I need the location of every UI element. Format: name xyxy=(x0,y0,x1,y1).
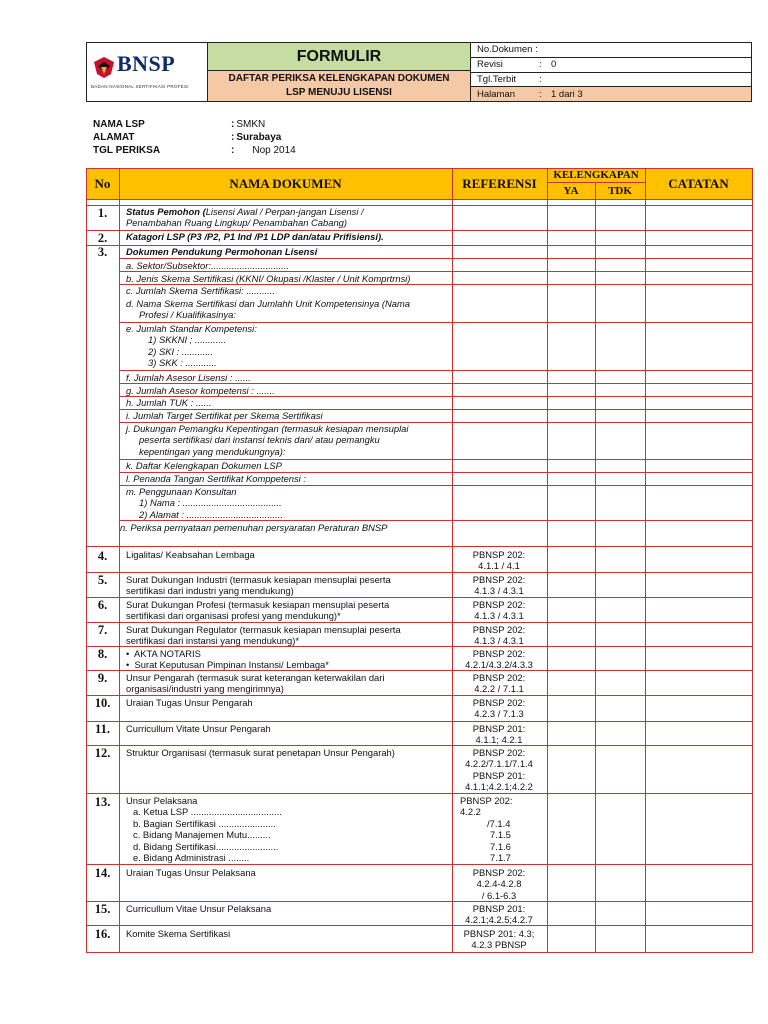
row-number: 12. xyxy=(94,746,111,760)
row-number: 4. xyxy=(97,549,108,563)
row-6-referensi xyxy=(457,599,541,622)
form-subtitle-line1: DAFTAR PERIKSA KELENGKAPAN DOKUMEN xyxy=(228,73,450,84)
row-7-text xyxy=(126,624,448,647)
form-subtitle-line2: LSP MENUJU LISENSI xyxy=(286,87,392,98)
row-7-line1: Surat Dukungan Regulator (termasuk kesiapan mensuplai peserta xyxy=(126,624,401,635)
row-13d-line: d. Bidang Sertifikasi........................ xyxy=(133,840,279,852)
col-header-tdk: TDK xyxy=(608,184,632,197)
row-1-lead: Status Pemohon ( xyxy=(126,206,206,217)
meta-row xyxy=(471,73,751,88)
row-8-akta: AKTA NOTARIS xyxy=(134,648,201,659)
grid-hline xyxy=(86,546,753,547)
meta-label: No.Dokumen : xyxy=(477,44,538,56)
grid-vline xyxy=(645,168,646,952)
ref-line: 4.1.3 / 4.3.1 xyxy=(474,585,524,597)
row-number: 15. xyxy=(94,902,111,916)
row-7-line2: sertifikasi dari instansi yang mendukung)* xyxy=(126,635,300,647)
row-13e-line: e. Bidang Administrasi ........ xyxy=(133,852,250,864)
row-3m-line: m. Penggunaan Konsultan xyxy=(126,486,237,497)
row-6-line1: Surat Dukungan Profesi (termasuk kesiapan mensuplai peserta xyxy=(126,599,390,610)
bnsp-logo-icon xyxy=(91,54,117,80)
row-13-line: Unsur Pelaksana xyxy=(126,795,198,806)
ref-line: PBNSP 201: xyxy=(472,769,526,781)
row-number: 1. xyxy=(97,206,108,220)
ref-line: PBNSP 202: xyxy=(472,648,526,659)
row-3e1-line: 1) SKKNI ; ............ xyxy=(148,334,227,346)
ref-line: /7.1.4 xyxy=(487,817,511,829)
row-12-referensi xyxy=(457,747,541,793)
meta-label: Tgl.Terbit xyxy=(477,73,517,85)
info-colon: : xyxy=(231,119,235,130)
row-9-line1: Unsur Pengarah (termasuk surat keterangan keterwakilan dari xyxy=(126,672,385,683)
grid-vline xyxy=(752,168,753,952)
grid-hline xyxy=(86,168,753,169)
row-3f-text: f. Jumlah Asesor Lisensi : ...... xyxy=(126,372,251,383)
row-number: 14. xyxy=(94,866,111,880)
row-3j-line3: kepentingan yang mendukungnya): xyxy=(139,445,286,457)
ref-line: PBNSP 201: xyxy=(472,903,526,914)
row-12-text: Struktur Organisasi (termasuk surat penetapan Unsur Pengarah) xyxy=(126,747,395,758)
row-9-text xyxy=(126,672,448,695)
ref-line: 4.2.1/4.3.2/4.3.3 xyxy=(465,659,533,671)
col-header-no: No xyxy=(94,175,111,191)
grid-hline xyxy=(86,199,753,200)
bullet-icon: • xyxy=(126,648,130,659)
ref-line: 4.2.2 / 7.1.1 xyxy=(474,683,524,695)
row-11-referensi xyxy=(457,723,541,746)
form-subtitle xyxy=(208,71,470,101)
ref-line: 4.1.3 / 4.3.1 xyxy=(474,635,524,647)
row-2-text: Katagori LSP (P3 /P2, P1 Ind /P1 LDP dan/atau Prifisiensi). xyxy=(126,231,384,242)
row-8-referensi xyxy=(457,648,541,671)
meta-label: Halaman xyxy=(477,88,516,100)
ref-line: PBNSP 202: xyxy=(472,599,526,610)
meta-value: 1 dari 3 xyxy=(551,88,583,100)
row-3e3-line: 3) SKK : ............ xyxy=(148,357,217,369)
row-16-text: Komite Skema Sertifikasi xyxy=(126,928,231,939)
row-number: 9. xyxy=(97,671,108,685)
document-header xyxy=(86,42,752,102)
row-13a-line: a. Ketua LSP ................................... xyxy=(133,806,282,818)
ref-line: PBNSP 202: xyxy=(472,549,526,560)
document-meta xyxy=(471,43,751,101)
row-8-item2 xyxy=(126,659,448,670)
ref-line: 4.2.1;4.2.5;4.2.7 xyxy=(465,914,533,926)
row-6-text xyxy=(126,599,448,622)
row-3c-text: c. Jumlah Skema Sertifikasi: ........... xyxy=(126,285,276,296)
ref-line: PBNSP 202: xyxy=(460,795,513,806)
col-header-ya: YA xyxy=(563,184,579,197)
grid-hline xyxy=(86,901,753,902)
row-13c-line: c. Bidang Manajemen Mutu......... xyxy=(133,829,271,841)
bullet-icon: • xyxy=(126,659,130,671)
row-3d-line2: Profesi / Kualifikasinya: xyxy=(139,309,236,321)
row-8-item1 xyxy=(126,648,448,659)
grid-hline xyxy=(119,258,753,259)
row-3e2-line: 2) SKI : ............ xyxy=(148,345,214,357)
nama-lsp-value: SMKN xyxy=(236,119,266,130)
ref-line: 4.2.2/7.1.1/7.1.4 xyxy=(465,758,533,770)
row-3e-line: e. Jumlah Standar Kompetensi: xyxy=(126,323,257,334)
row-number: 7. xyxy=(97,623,108,637)
row-9-line2: organisasi/industri yang mengirimnya) xyxy=(126,683,284,695)
logo-subtitle: BADAN NASIONAL SERTIFIKASI PROFESI xyxy=(91,84,189,89)
row-3j-line1: j. Dukungan Pemangku Kepentingan (termasuk kesiapan mensuplai xyxy=(126,423,409,434)
info-colon: : xyxy=(231,145,235,156)
grid-vline xyxy=(547,168,548,952)
col-header-nama-dokumen: NAMA DOKUMEN xyxy=(229,175,342,191)
row-number: 8. xyxy=(97,647,108,661)
ref-line: 4.1.3 / 4.3.1 xyxy=(474,610,524,622)
row-3e-text xyxy=(126,323,448,369)
ref-line: 4.2.3 PBNSP xyxy=(471,939,527,951)
ref-line: 4.2.2 xyxy=(460,806,481,818)
meta-row xyxy=(471,43,751,58)
ref-line: PBNSP 201: 4.3; xyxy=(463,928,535,939)
row-14-text: Uraian Tugas Unsur Pelaksana xyxy=(126,867,256,878)
row-1-text xyxy=(126,206,448,229)
meta-label: Revisi xyxy=(477,59,503,71)
row-number: 6. xyxy=(97,598,108,612)
meta-row xyxy=(471,87,751,101)
row-8-sk: Surat Keputusan Pimpinan Instansi/ Lembaga* xyxy=(134,659,329,671)
row-3m-text xyxy=(126,486,448,520)
row-15-text: Curricullum Vitae Unsur Pelaksana xyxy=(126,903,272,914)
meta-value: 0 xyxy=(551,59,557,71)
alamat-label: ALAMAT xyxy=(93,132,135,143)
tgl-periksa-value: Nop 2014 xyxy=(252,145,296,156)
info-row-nama xyxy=(93,118,296,131)
ref-line: PBNSP 202: xyxy=(472,624,526,635)
row-9-referensi xyxy=(457,672,541,695)
row-5-text xyxy=(126,574,448,597)
row-3j-line2: peserta sertifikasi dari instansi teknis dan/ atau pemangku xyxy=(139,434,380,446)
row-3m1-line: 1) Nama : ...................................... xyxy=(139,497,282,509)
grid-vline xyxy=(595,182,596,952)
form-title: FORMULIR xyxy=(208,43,470,71)
row-1-options: Lisensi Awal / Perpan-jangan Lisensi / xyxy=(205,206,364,217)
row-5-referensi xyxy=(457,574,541,597)
ref-line: PBNSP 202: xyxy=(472,697,526,708)
row-3d-text xyxy=(126,298,448,321)
row-3g-text: g. Jumlah Asesor kompetensi : ....... xyxy=(126,385,275,396)
row-14-referensi xyxy=(457,867,541,901)
row-4-referensi xyxy=(457,549,541,572)
row-16-referensi xyxy=(457,928,541,951)
lsp-info xyxy=(93,118,296,157)
row-number: 10. xyxy=(94,696,111,710)
row-3a-text: a. Sektor/Subsektor:.............................. xyxy=(126,260,290,271)
ref-line: PBNSP 202: xyxy=(472,672,526,683)
ref-line: 4.2.4-4.2.8 xyxy=(476,878,522,890)
alamat-value: Surabaya xyxy=(236,132,282,143)
row-3h-text: h. Jumlah TUK : ...... xyxy=(126,397,212,408)
grid-hline xyxy=(86,695,753,696)
ref-line: 4.1.1; 4.2.1 xyxy=(475,734,523,746)
ref-line: 4.1.1 / 4.1 xyxy=(478,560,520,572)
col-header-referensi: REFERENSI xyxy=(462,175,537,191)
row-13b-line: b. Bagian Sertifikasi ...................... xyxy=(133,817,276,829)
info-colon: : xyxy=(231,132,235,143)
grid-hline xyxy=(86,745,753,746)
ref-line: 7.1.7 xyxy=(490,852,511,864)
row-number: 5. xyxy=(97,573,108,587)
ref-line: PBNSP 202: xyxy=(472,867,526,878)
row-3n-text: n. Periksa pernyataan pemenuhan persyaratan Peraturan BNSP xyxy=(120,522,388,533)
grid-hline xyxy=(547,182,645,183)
logo-brand: BNSP xyxy=(117,51,176,76)
grid-hline xyxy=(86,572,753,573)
logo-block xyxy=(87,43,208,101)
row-3k-text: k. Daftar Kelengkapan Dokumen LSP xyxy=(126,460,282,471)
ref-line: PBNSP 201: xyxy=(472,723,526,734)
grid-vline xyxy=(119,168,120,952)
row-5-line1: Surat Dukungan Industri (termasuk kesiapan mensuplai peserta xyxy=(126,574,391,585)
meta-colon: : xyxy=(539,59,542,71)
row-6-line2: sertifikasi dari organisasi profesi yang mendukung)* xyxy=(126,610,341,622)
col-header-kelengkapan: KELENGKAPAN xyxy=(553,169,639,181)
grid-hline xyxy=(86,952,753,953)
row-number: 11. xyxy=(95,722,110,736)
row-10-text: Uraian Tugas Unsur Pengarah xyxy=(126,697,253,708)
row-3d-line1: d. Nama Skema Sertifikasi dan Jumlahh Unit Kompetensinya (Nama xyxy=(126,298,410,309)
grid-hline xyxy=(86,597,753,598)
row-13-referensi xyxy=(457,795,544,863)
meta-row xyxy=(471,58,751,73)
row-3-text: Dokumen Pendukung Permohonan Lisensi xyxy=(126,246,318,257)
ref-line: / 6.1-6.3 xyxy=(481,889,517,901)
row-3m2-line: 2) Alamat : ..................................... xyxy=(139,508,283,520)
grid-vline xyxy=(452,168,453,952)
meta-colon: : xyxy=(539,73,542,85)
row-4-text: Ligalitas/ Keabsahan Lembaga xyxy=(126,549,255,560)
col-header-catatan: CATATAN xyxy=(668,175,729,191)
row-1-options-cont: Penambahan Ruang Lingkup/ Penambahan Cabang) xyxy=(126,217,347,229)
ref-line: 7.1.5 xyxy=(490,829,511,841)
row-7-referensi xyxy=(457,624,541,647)
ref-line: PBNSP 202: xyxy=(472,747,526,758)
row-number: 2. xyxy=(97,231,108,245)
row-3b-text: b. Jenis Skema Sertifikasi (KKNI/ Okupasi /Klaster / Unit Komprtrnsi) xyxy=(126,273,411,284)
row-13-text xyxy=(126,795,448,863)
ref-line: 7.1.6 xyxy=(490,840,511,852)
ref-line: 4.2.3 / 7.1.3 xyxy=(474,708,524,720)
row-number: 3. xyxy=(97,245,108,259)
nama-lsp-label: NAMA LSP xyxy=(93,119,145,130)
row-3i-text: i. Jumlah Target Sertifikat per Skema Sertifikasi xyxy=(126,410,323,421)
row-3j-text xyxy=(126,423,448,457)
row-3l-text: l. Penanda Tangan Sertifikat Komppetensi : xyxy=(126,473,306,484)
grid-hline xyxy=(86,622,753,623)
info-row-tgl xyxy=(93,144,296,157)
meta-colon: : xyxy=(539,88,542,100)
row-number: 13. xyxy=(94,795,111,809)
grid-hline xyxy=(86,925,753,926)
grid-hline xyxy=(119,370,753,371)
grid-hline xyxy=(86,864,753,865)
row-15-referensi xyxy=(457,903,541,926)
tgl-periksa-label: TGL PERIKSA xyxy=(93,145,161,156)
row-number: 16. xyxy=(94,927,111,941)
ref-line: 4.1.1;4.2.1;4.2.2 xyxy=(465,781,533,793)
title-block xyxy=(208,43,471,101)
info-row-alamat xyxy=(93,131,296,144)
grid-hline xyxy=(86,721,753,722)
ref-line: PBNSP 202: xyxy=(472,574,526,585)
row-10-referensi xyxy=(457,697,541,720)
checklist-table xyxy=(86,168,752,952)
row-8-text xyxy=(126,648,448,671)
row-11-text: Curricullum Vitate Unsur Pengarah xyxy=(126,723,271,734)
row-5-line2: sertifikasi dari industri yang mendukung) xyxy=(126,585,294,597)
grid-hline xyxy=(86,793,753,794)
